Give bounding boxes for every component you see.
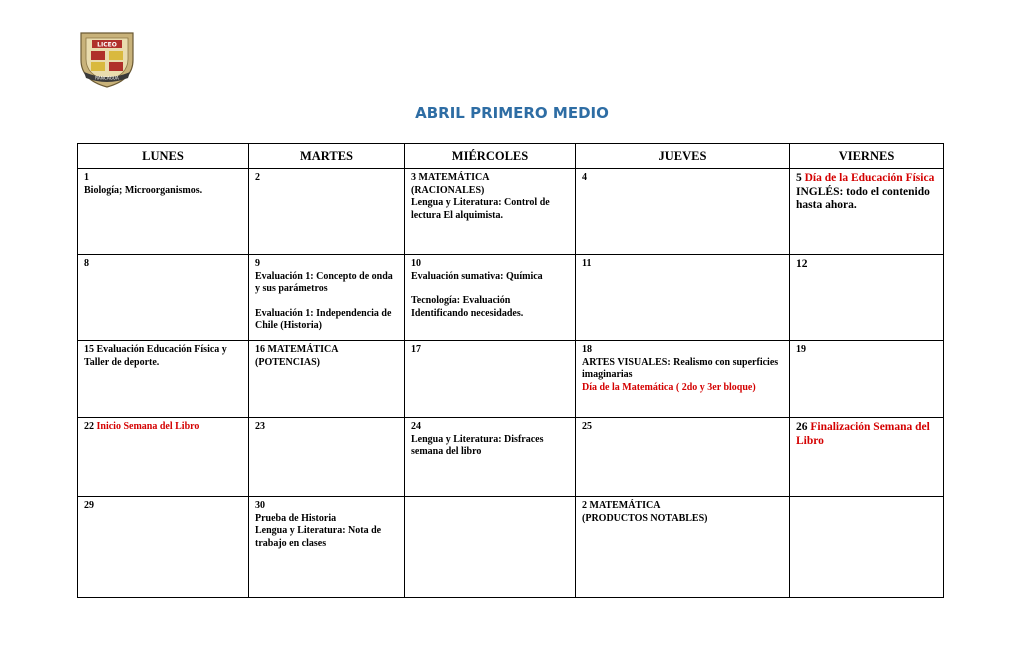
day-cell-11: [576, 255, 790, 341]
header-jueves: JUEVES: [576, 144, 790, 169]
day-number: 19: [796, 344, 806, 355]
day-number: 23: [255, 421, 265, 432]
day-number: 25: [582, 421, 592, 432]
day-cell-empty-fri: [790, 497, 944, 598]
day-cell-22: [78, 418, 249, 497]
day-cell-17: [405, 341, 576, 418]
event-text: Evaluación 1: Concepto de onda y sus parámetros: [255, 270, 393, 294]
day-number: 15: [84, 344, 94, 355]
week-row-2: [78, 255, 944, 341]
week-row-5: [78, 497, 944, 598]
event-text: ARTES VISUALES: Realismo con superficies imaginarias: [582, 356, 779, 380]
highlight-event: Finalización Semana del Libro: [796, 421, 930, 447]
event-text: Evaluación sumativa: Química: [411, 270, 543, 282]
day-cell-19: [790, 341, 944, 418]
day-cell-16: [249, 341, 405, 418]
day-number: 24: [411, 421, 421, 432]
day-number: 22: [84, 421, 94, 432]
event-text: Prueba de Historia: [255, 512, 337, 524]
event-text: (POTENCIAS): [255, 356, 321, 368]
day-number: 18: [582, 344, 592, 355]
event-text: Evaluación Educación Física y Taller de deporte.: [84, 344, 227, 368]
day-number: 2: [582, 500, 587, 511]
header-martes: MARTES: [249, 144, 405, 169]
day-cell-10: [405, 255, 576, 341]
event-text: Lengua y Literatura: Control de lectura El alquimista.: [411, 197, 550, 221]
logo-top-text: LICEO: [97, 41, 117, 49]
event-text: Lengua y Literatura: Disfraces semana del libro: [411, 433, 544, 457]
day-number: 10: [411, 258, 421, 269]
page-title: ABRIL PRIMERO MEDIO: [415, 104, 609, 122]
day-cell-12: [790, 255, 944, 341]
day-number: 1: [84, 172, 89, 183]
day-cell-29: [78, 497, 249, 598]
weekday-header-row: [78, 144, 944, 169]
day-number: 17: [411, 344, 421, 355]
week-row-1: [78, 169, 944, 255]
day-cell-25: [576, 418, 790, 497]
day-cell-26: [790, 418, 944, 497]
day-cell-5: [790, 169, 944, 255]
day-cell-18: [576, 341, 790, 418]
highlight-event: Día de la Matemática ( 2do y 3er bloque): [582, 381, 756, 393]
event-text: Tecnología: Evaluación Identificando necesidades.: [411, 295, 524, 319]
week-row-3: [78, 341, 944, 418]
highlight-event: Inicio Semana del Libro: [96, 421, 200, 432]
day-number: 11: [582, 258, 592, 269]
day-cell-15: [78, 341, 249, 418]
day-cell-3: [405, 169, 576, 255]
day-number: 3: [411, 172, 416, 183]
day-number: 9: [255, 258, 260, 269]
day-number: 4: [582, 172, 587, 183]
day-number: 29: [84, 500, 94, 511]
day-number: 8: [84, 258, 89, 269]
day-cell-9: [249, 255, 405, 341]
day-cell-30: [249, 497, 405, 598]
week-row-4: [78, 418, 944, 497]
event-text: Lengua y Literatura: Nota de trabajo en clases: [255, 525, 382, 549]
day-number: 2: [255, 172, 260, 183]
day-number: 5: [796, 172, 802, 184]
event-text: (RACIONALES): [411, 184, 485, 196]
event-text: Biología; Microorganismos.: [84, 184, 203, 196]
highlight-event: Día de la Educación Física: [804, 172, 935, 184]
day-number: 16: [255, 344, 265, 355]
event-text: INGLÉS: todo el contenido hasta ahora.: [796, 185, 930, 211]
event-text: Evaluación 1: Independencia de Chile (Historia): [255, 307, 392, 331]
day-cell-23: [249, 418, 405, 497]
day-cell-24: [405, 418, 576, 497]
event-text: MATEMÁTICA: [418, 172, 490, 183]
day-cell-2: [249, 169, 405, 255]
school-crest-logo: [78, 30, 136, 88]
day-cell-may-2: [576, 497, 790, 598]
day-cell-1: [78, 169, 249, 255]
day-cell-8: [78, 255, 249, 341]
header-miercoles: MIÉRCOLES: [405, 144, 576, 169]
event-text: MATEMÁTICA: [267, 344, 339, 355]
header-lunes: LUNES: [78, 144, 249, 169]
event-text: MATEMÁTICA: [589, 500, 661, 511]
day-number: 26: [796, 421, 808, 433]
event-text: (PRODUCTOS NOTABLES): [582, 512, 708, 524]
day-number: 30: [255, 500, 265, 511]
header-viernes: VIERNES: [790, 144, 944, 169]
day-cell-empty-wed: [405, 497, 576, 598]
calendar-table: [77, 143, 944, 598]
day-cell-4: [576, 169, 790, 255]
logo-bottom-text: RANCAGUA: [95, 75, 119, 81]
day-number: 12: [796, 258, 808, 270]
